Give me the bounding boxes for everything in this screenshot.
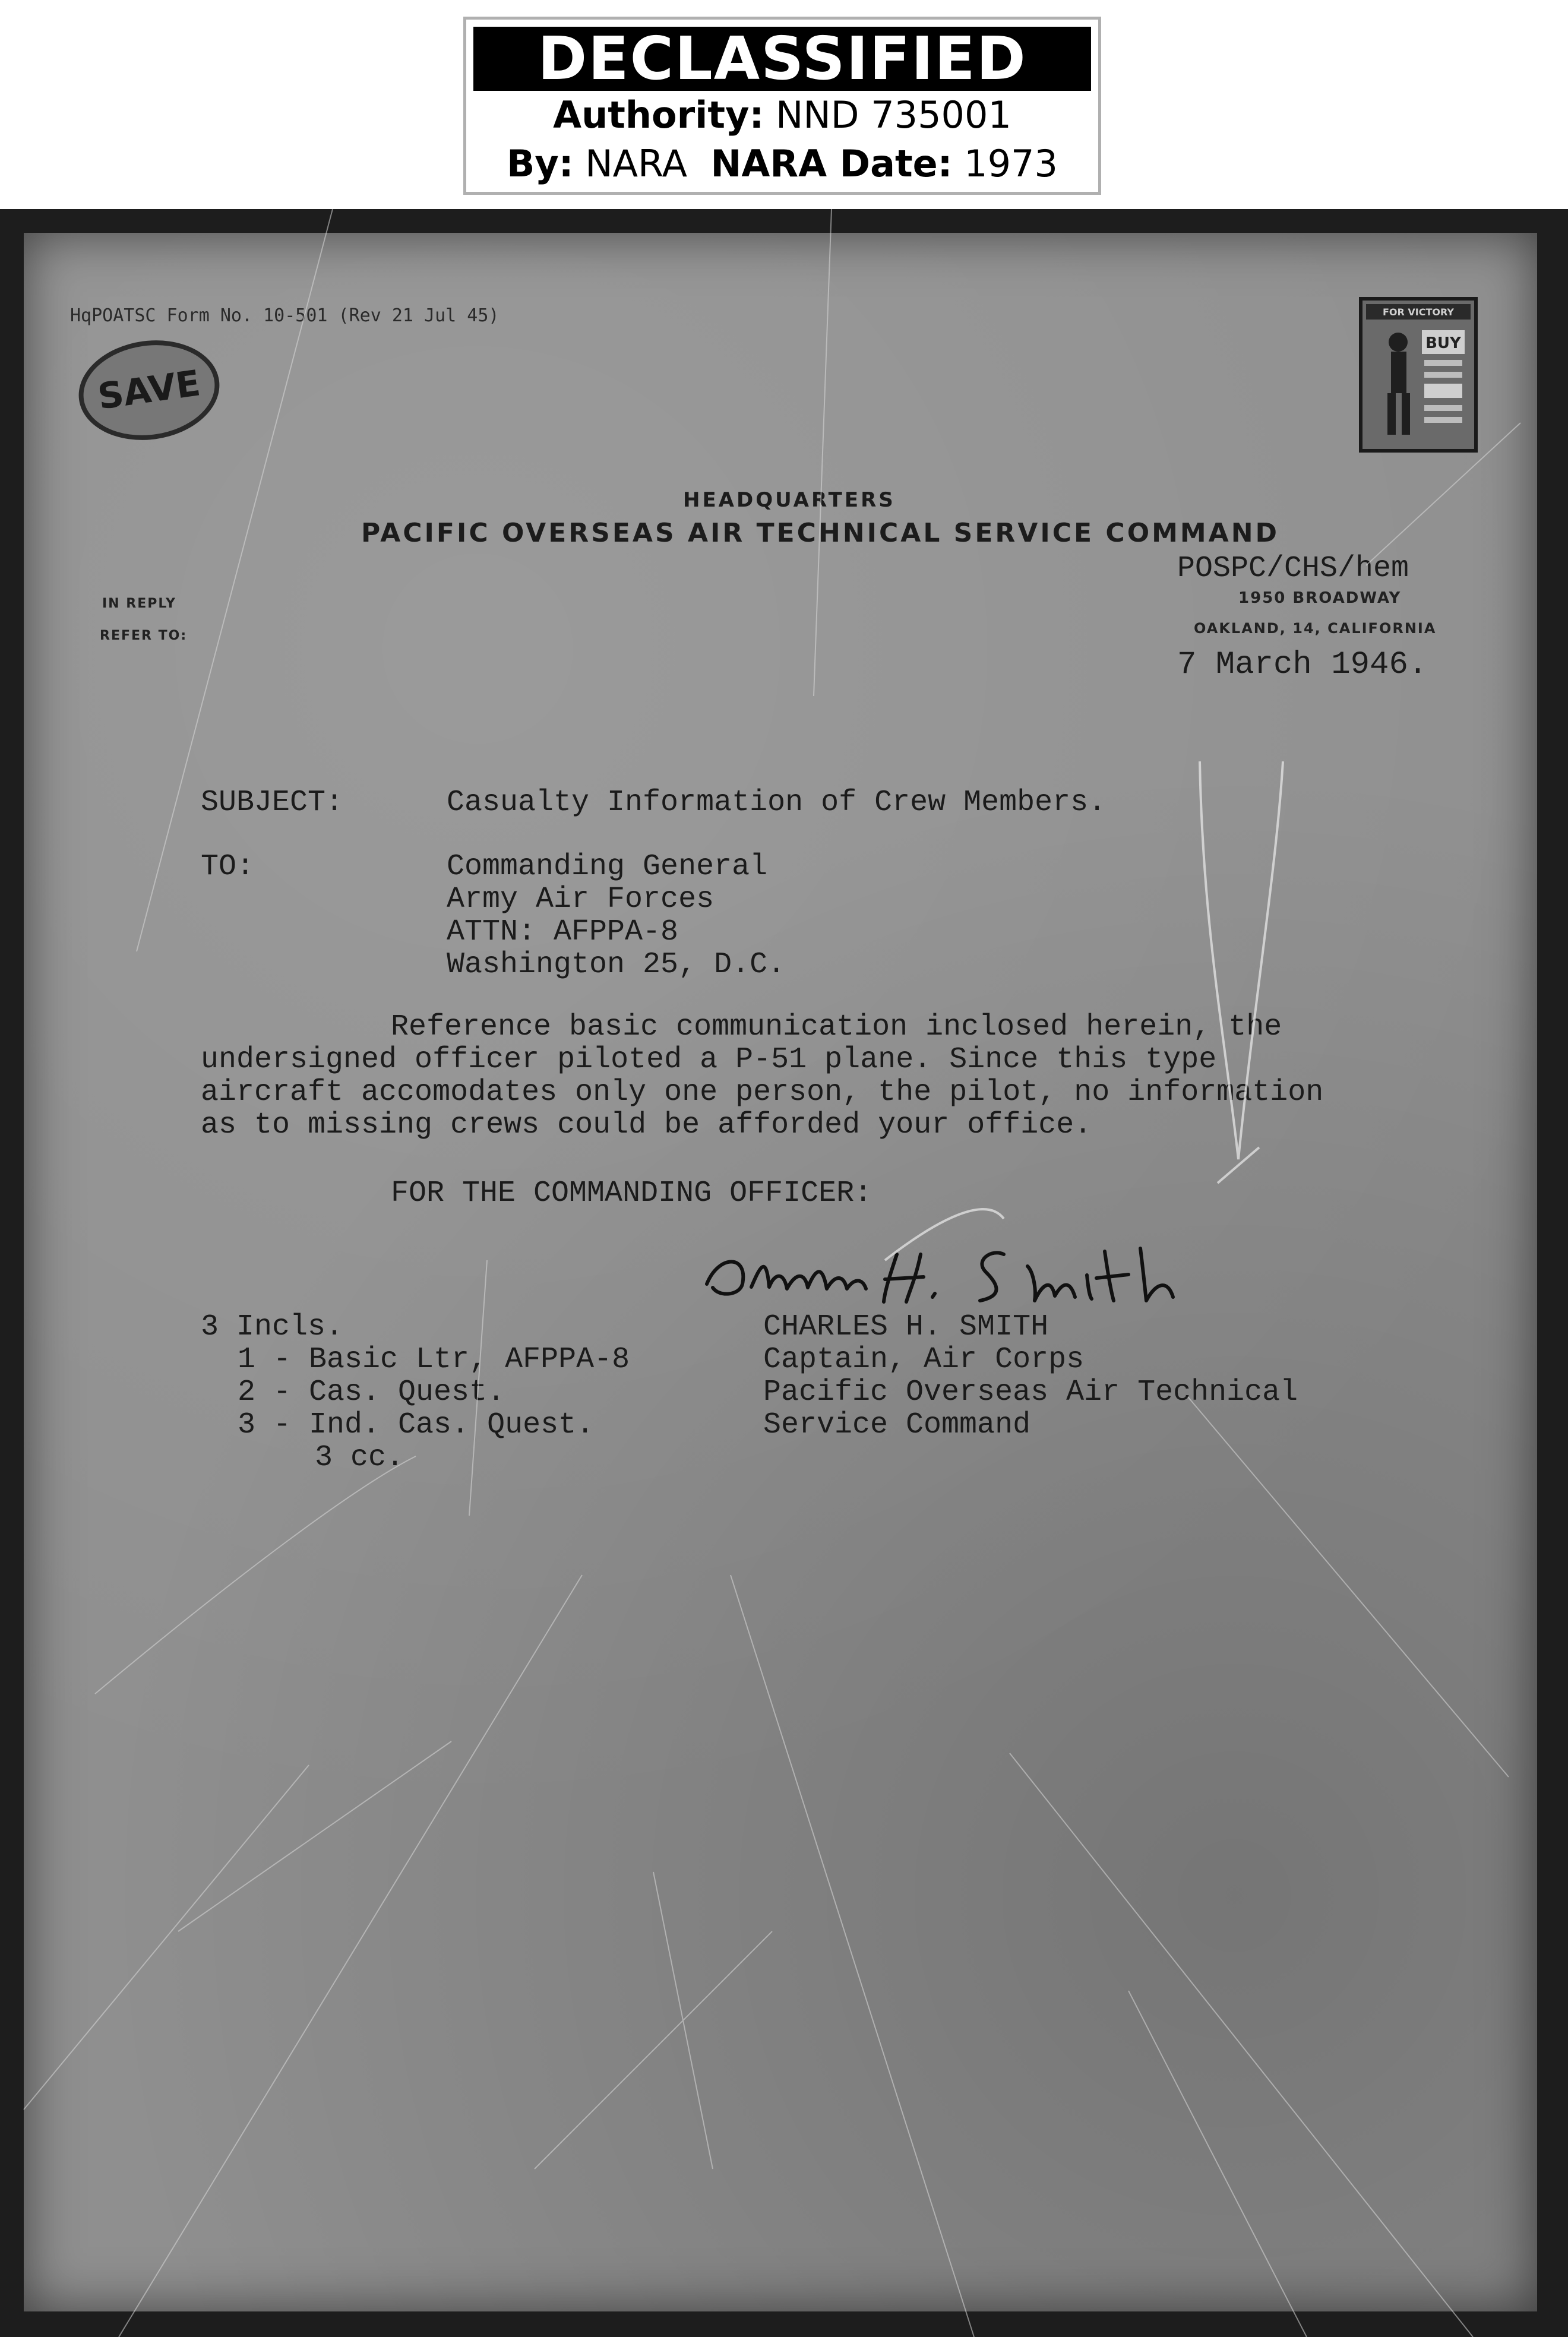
form-number: HqPOATSC Form No. 10-501 (Rev 21 Jul 45): [70, 305, 500, 326]
letter-date: 7 March 1946.: [1177, 647, 1428, 683]
street-address: 1950 BROADWAY: [1238, 589, 1402, 607]
war-bond-stamp-art: [1362, 301, 1474, 449]
body-line: as to missing crews could be afforded your office.: [201, 1108, 1092, 1142]
to-line: ATTN: AFPPA-8: [447, 915, 679, 949]
reference-code: POSPC/CHS/hem: [1177, 552, 1409, 586]
closing-line: FOR THE COMMANDING OFFICER:: [391, 1177, 872, 1210]
save-seal-text: SAVE: [95, 362, 203, 418]
svg-text:BUY: BUY: [1425, 334, 1461, 352]
stamp-by: [466, 140, 1098, 188]
declassified-stamp: [463, 17, 1101, 195]
body-line: Reference basic communication inclosed herein, the: [391, 1010, 1282, 1044]
nara-date-label: NARA Date:: [710, 142, 953, 185]
bond-stamp-lettering: FOR VICTORY: [1382, 306, 1455, 318]
nara-date-value: 1973: [964, 142, 1058, 185]
stamp-title: DECLASSIFIED: [473, 27, 1091, 91]
signature: [695, 1231, 1301, 1314]
subject-label: SUBJECT:: [201, 786, 344, 820]
war-bond-stamp-icon: [1359, 297, 1478, 453]
to-label: TO:: [201, 850, 255, 884]
city-address: OAKLAND, 14, CALIFORNIA: [1194, 620, 1437, 637]
authority-label: Authority:: [553, 93, 764, 137]
signer-line: CHARLES H. SMITH: [763, 1310, 1049, 1344]
by-label: By:: [507, 142, 574, 185]
inclosure-line: 3 cc.: [315, 1441, 404, 1475]
inclosure-line: 2 - Cas. Quest.: [238, 1375, 505, 1409]
inclosure-line: 3 - Ind. Cas. Quest.: [238, 1408, 595, 1442]
signer-line: Service Command: [763, 1408, 1031, 1442]
headquarters-label: HEADQUARTERS: [683, 488, 896, 512]
body-line: aircraft accomodates only one person, the pilot, no information: [201, 1076, 1324, 1109]
in-reply-label: IN REPLY: [102, 596, 176, 611]
authority-value: NND 735001: [776, 93, 1011, 137]
subject-value: Casualty Information of Crew Members.: [447, 786, 1107, 820]
body-line: undersigned officer piloted a P-51 plane. Since this type: [201, 1043, 1217, 1077]
signer-line: Pacific Overseas Air Technical: [763, 1375, 1298, 1409]
inclosure-line: 1 - Basic Ltr, AFPPA-8: [238, 1343, 630, 1377]
inclosure-line: 3 Incls.: [201, 1310, 344, 1344]
command-name: PACIFIC OVERSEAS AIR TECHNICAL SERVICE COMMAND: [361, 518, 1280, 548]
to-line: Commanding General: [447, 850, 768, 884]
signer-line: Captain, Air Corps: [763, 1343, 1085, 1377]
refer-to-label: REFER TO:: [100, 628, 188, 643]
to-line: Army Air Forces: [447, 883, 715, 916]
by-value: NARA: [585, 142, 688, 185]
to-line: Washington 25, D.C.: [447, 948, 786, 982]
stamp-authority: [466, 91, 1098, 140]
scanned-sheet: [0, 209, 1568, 2337]
